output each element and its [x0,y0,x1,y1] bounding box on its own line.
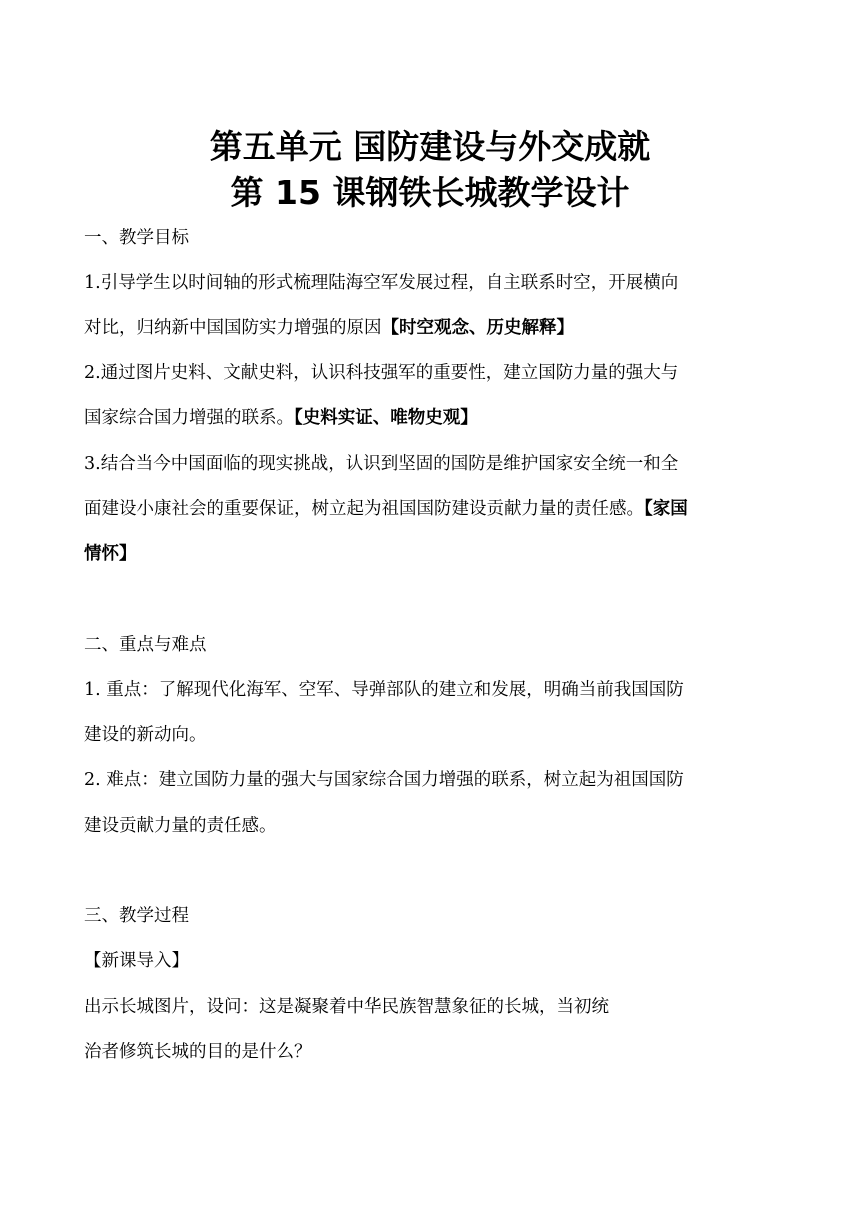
unit-title: 第五单元 国防建设与外交成就 [209,127,651,166]
section-heading-key-points: 二、重点与难点 [84,635,207,655]
lesson-title: 第 15 课钢铁长城教学设计 [230,173,630,212]
intro-paragraph-line-1: 出示长城图片，设问：这是凝聚着中华民族智慧象征的长城，当初统 [84,997,609,1017]
objective-1-literacy-tag: 【时空观念、历史解释】 [381,318,574,338]
objective-2-line-1: 2.通过图片史料、文献史料，认识科技强军的重要性，建立国防力量的强大与 [84,363,679,383]
objective-2-literacy-tag: 【史料实证、唯物史观】 [294,408,478,428]
objective-3-line-2 [84,497,784,521]
subheading-new-lesson-intro: 【新课导入】 [84,951,189,971]
objective-2-line-2 [84,406,784,430]
difficulty-line-2: 建设贡献力量的责任感。 [84,816,277,836]
difficulty-line-1: 2. 难点：建立国防力量的强大与国家综合国力增强的联系，树立起为祖国国防 [84,770,684,790]
objective-1-line-1: 1.引导学生以时间轴的形式梳理陆海空军发展过程，自主联系时空，开展横向 [84,273,679,293]
objective-1-line-2 [84,316,784,340]
objective-2-text: 国家综合国力增强的联系。 [84,408,294,428]
intro-paragraph-line-2: 治者修筑长城的目的是什么？ [84,1042,312,1062]
key-point-line-1: 1. 重点：了解现代化海军、空军、导弹部队的建立和发展，明确当前我国国防 [84,680,684,700]
section-heading-process: 三、教学过程 [84,906,189,926]
section-heading-objectives: 一、教学目标 [84,228,189,248]
objective-1-text: 对比，归纳新中国国防实力增强的原因 [84,318,382,338]
objective-3-line-1: 3.结合当今中国面临的现实挑战，认识到坚固的国防是维护国家安全统一和全 [84,454,679,474]
objective-3-literacy-tag: 【家国 [644,499,688,519]
key-point-line-2: 建设的新动向。 [84,725,207,745]
objective-3-line-3: 情怀】 [84,544,137,564]
objective-3-text: 面建设小康社会的重要保证，树立起为祖国国防建设贡献力量的责任感。 [84,499,644,519]
